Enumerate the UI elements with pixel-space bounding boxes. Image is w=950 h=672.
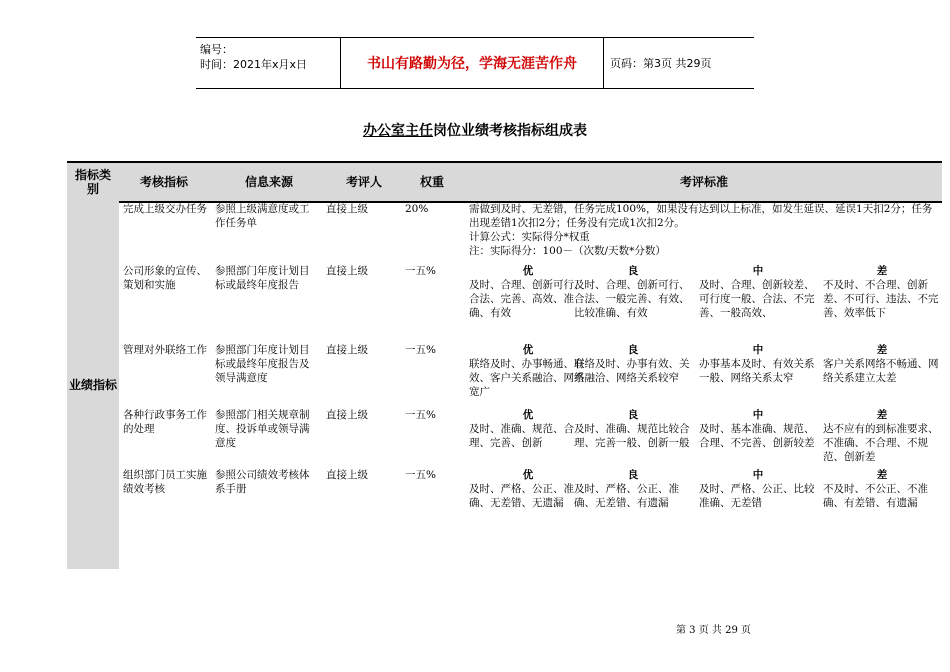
- indicator-cell: 各种行政事务工作的处理: [123, 409, 207, 435]
- grade-label: 差: [876, 409, 888, 421]
- page-footer: 第 3 页 共 29 页: [676, 625, 751, 636]
- grade-label: 良: [627, 344, 639, 356]
- reviewer-cell: 直接上级: [326, 265, 368, 277]
- grade-text: 达不应有的到标准要求、不准确、不合理、不规范、创新差: [823, 423, 939, 463]
- indicator-cell: 组织部门员工实施绩效考核: [123, 469, 207, 495]
- grade-text: 及时、严格、公正、准确、无差错、有遗漏: [574, 483, 679, 509]
- grade-poor: [823, 408, 941, 464]
- grade-excellent: [469, 408, 587, 450]
- weight-cell: 一五%: [405, 344, 436, 356]
- grade-label: 良: [627, 409, 639, 421]
- grade-text: 联络及时、办事有效、关系融洽、网络关系较窄: [574, 358, 690, 384]
- grade-label: 优: [522, 469, 534, 481]
- header-category: 指标类别: [74, 168, 111, 196]
- grade-label: 中: [752, 265, 764, 277]
- grade-text: 不及时、不合理、创新差、不可行、违法、不完善、效率低下: [823, 279, 939, 319]
- grade-label: 差: [876, 265, 888, 277]
- grade-text: 及时、严格、公正、比较准确、无差错: [699, 483, 815, 509]
- grade-text: 客户关系网络不畅通、网络关系建立太差: [823, 358, 939, 384]
- grade-excellent: [469, 468, 587, 510]
- grade-average: [699, 408, 817, 450]
- source-cell: 参照部门年度计划目标或最终年度报告及领导满意度: [215, 344, 310, 384]
- grade-excellent: [469, 264, 587, 320]
- grade-good: [574, 468, 692, 510]
- grade-label: 差: [876, 469, 888, 481]
- weight-cell: 一五%: [405, 469, 436, 481]
- grade-label: 差: [876, 344, 888, 356]
- grade-good: [574, 264, 692, 320]
- grade-average: [699, 343, 817, 385]
- reviewer-cell: 直接上级: [326, 409, 368, 421]
- grade-good: [574, 343, 692, 385]
- number-label: 编号：: [200, 43, 233, 56]
- grade-text: 及时、准确、规范比较合理、完善一般、创新一般: [574, 423, 690, 449]
- criteria-cell: [469, 202, 939, 258]
- category-cell: 业绩指标: [67, 201, 119, 569]
- reviewer-cell: 直接上级: [326, 344, 368, 356]
- source-cell: 参照部门年度计划目标或最终年度报告: [215, 265, 310, 291]
- grade-label: 优: [522, 409, 534, 421]
- title-rest: 岗位业绩考核指标组成表: [433, 123, 587, 139]
- grade-text: 及时、合理、创新较差、可行度一般、合法、不完善、一般高效、: [699, 279, 815, 319]
- weight-cell: 一五%: [405, 265, 436, 277]
- document-header: [196, 37, 754, 89]
- header-page-label: 页码：第3页 共29页: [610, 57, 712, 70]
- criteria-text: 需做到及时、无差错，任务完成100%，如果没有达到以上标准，如发生延误、延误1天扣2分；任务出现差错1次扣2分；任务没有完成1次扣2分。: [469, 203, 933, 229]
- grade-average: [699, 264, 817, 320]
- source-cell: 参照公司绩效考核体系手册: [215, 469, 310, 495]
- page-title: [0, 120, 950, 140]
- grade-label: 中: [752, 344, 764, 356]
- header-criteria: 考评标准: [679, 175, 728, 189]
- grade-good: [574, 408, 692, 450]
- grade-label: 优: [522, 265, 534, 277]
- header-meta: [200, 42, 307, 72]
- header-indicator: 考核指标: [139, 175, 188, 189]
- header-motto: 书山有路勤为径，学海无涯苦作舟: [340, 38, 604, 88]
- weight-cell: 一五%: [405, 409, 436, 421]
- grade-poor: [823, 264, 941, 320]
- table-header-row: [67, 161, 942, 203]
- header-source: 信息来源: [244, 175, 293, 189]
- time-label: 时间：2021年x月x日: [200, 58, 308, 71]
- grade-poor: [823, 468, 941, 510]
- indicator-cell: 完成上级交办任务: [123, 203, 207, 215]
- reviewer-cell: 直接上级: [326, 203, 368, 215]
- header-reviewer: 考评人: [345, 175, 382, 189]
- grade-text: 联络及时、办事畅通、有效、客户关系融洽、网络宽广: [469, 358, 585, 398]
- grade-label: 中: [752, 469, 764, 481]
- source-cell: 参照部门相关规章制度、投诉单或领导满意度: [215, 409, 310, 449]
- grade-label: 优: [522, 344, 534, 356]
- grade-label: 良: [627, 469, 639, 481]
- grade-label: 良: [627, 265, 639, 277]
- grade-text: 及时、基本准确、规范、合理、不完善、创新较差: [699, 423, 815, 449]
- grade-text: 不及时、不公正、不准确、有差错、有遗漏: [823, 483, 928, 509]
- weight-cell: 20%: [405, 203, 429, 215]
- criteria-formula: 计算公式：实际得分*权重: [469, 231, 590, 243]
- grade-text: 及时、准确、规范、合理、完善、创新: [469, 423, 574, 449]
- source-cell: 参照上级满意度或工作任务单: [215, 203, 310, 229]
- grade-text: 及时、严格、公正、准确、无差错、无遗漏: [469, 483, 574, 509]
- grade-excellent: [469, 343, 587, 399]
- grade-text: 及时、合理、创新可行、合法、一般完善、有效、比较准确、有效: [574, 279, 690, 319]
- grade-average: [699, 468, 817, 510]
- header-weight: 权重: [419, 175, 444, 189]
- grade-text: 及时、合理、创新可行、合法、完善、高效、准确、有效: [469, 279, 585, 319]
- grade-label: 中: [752, 409, 764, 421]
- title-underlined: 办公室主任: [363, 123, 433, 139]
- criteria-note: 注：实际得分：100－（次数/天数*分数）: [469, 245, 666, 257]
- grade-poor: [823, 343, 941, 385]
- indicator-cell: 管理对外联络工作: [123, 344, 207, 356]
- grade-text: 办事基本及时、有效关系一般、网络关系太窄: [699, 358, 815, 384]
- reviewer-cell: 直接上级: [326, 469, 368, 481]
- indicator-cell: 公司形象的宣传、策划和实施: [123, 265, 207, 291]
